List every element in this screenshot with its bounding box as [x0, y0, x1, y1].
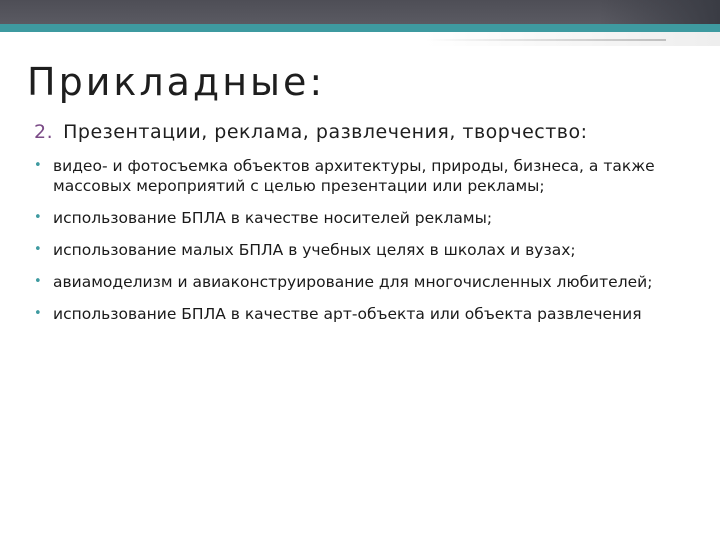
subheading-number: 2. — [34, 121, 54, 143]
bullet-text: авиамоделизм и авиаконструирование для многочисленных любителей; — [53, 273, 653, 291]
decorative-underline-stroke — [426, 39, 666, 41]
bullet-marker: • — [34, 274, 42, 289]
bullet-item — [34, 304, 694, 324]
bullet-marker: • — [34, 242, 42, 257]
bullet-text: использование БПЛА в качестве арт-объекта или объекта развлечения — [53, 305, 642, 323]
decorative-underline — [425, 32, 720, 46]
bullet-item — [34, 208, 694, 228]
bullet-text: использование БПЛА в качестве носителей рекламы; — [53, 209, 493, 227]
slide-subheading — [34, 121, 588, 143]
accent-line — [0, 24, 720, 32]
bullet-list — [34, 156, 694, 336]
bullet-text: использование малых БПЛА в учебных целях в школах и вузах; — [53, 241, 576, 259]
slide-title: Прикладные: — [27, 60, 326, 104]
subheading-text: Презентации, реклама, развлечения, творчество: — [63, 121, 588, 143]
header-band-shade — [600, 0, 720, 24]
bullet-item — [34, 240, 694, 260]
bullet-marker: • — [34, 158, 42, 173]
bullet-item — [34, 156, 694, 196]
bullet-marker: • — [34, 210, 42, 225]
header-band — [0, 0, 720, 24]
bullet-item — [34, 272, 694, 292]
bullet-marker: • — [34, 306, 42, 321]
bullet-text: видео- и фотосъемка объектов архитектуры, природы, бизнеса, а также массовых мероприятий с целью презентации или рекламы; — [53, 157, 655, 195]
